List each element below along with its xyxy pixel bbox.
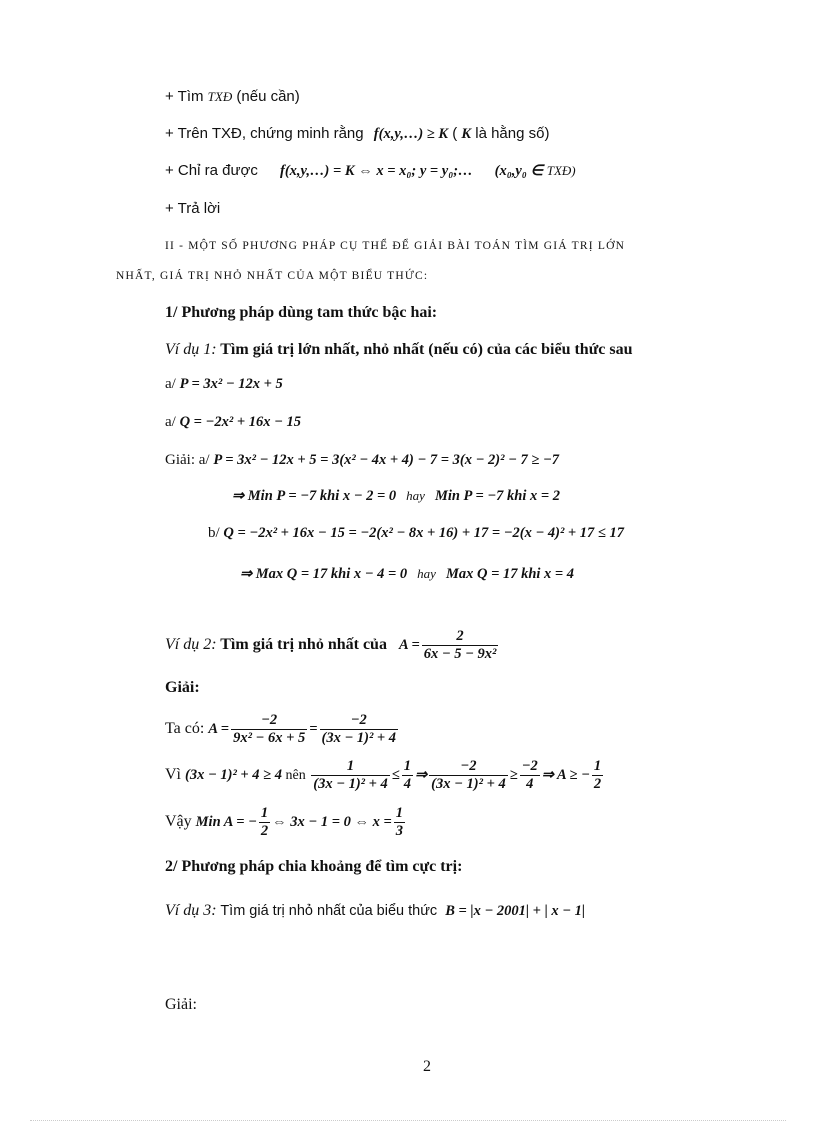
formula: (x₀,y₀ ∈ xyxy=(494,163,547,179)
numerator: −2 xyxy=(231,712,307,730)
solution-2-heading: Giải: xyxy=(165,679,200,696)
formula: ⇒ Min P = −7 khi x − 2 = 0 xyxy=(232,488,397,504)
fraction xyxy=(231,712,307,747)
text: + Chỉ ra được xyxy=(165,162,262,179)
text: Giải: a/ xyxy=(165,452,214,468)
solution-1-a-result xyxy=(232,488,560,505)
numerator: 1 xyxy=(260,805,269,821)
solution-2-step-1 xyxy=(165,712,400,747)
denominator: 4 xyxy=(403,776,412,792)
example-text: Tìm giá trị lớn nhất, nhỏ nhất (nếu có) của các biểu thức sau xyxy=(216,341,633,358)
formula: = xyxy=(309,721,318,738)
text: Vì xyxy=(165,766,185,784)
formula: ⇒ xyxy=(415,767,428,784)
text: a/ xyxy=(165,376,180,392)
denominator: (3x − 1)² + 4 xyxy=(431,776,506,792)
denominator: 2 xyxy=(260,823,269,839)
page-bottom-divider xyxy=(30,1120,786,1121)
numerator: −2 xyxy=(521,758,538,774)
formula: K xyxy=(461,126,472,142)
section-heading-line1: II - MỘT SỐ PHƯƠNG PHÁP CỤ THỂ ĐỂ GIẢI BÀI TOÁN TÌM GIÁ TRỊ LỚN xyxy=(165,240,626,252)
fraction xyxy=(259,805,270,840)
section-heading-line2: NHẤT, GIÁ TRỊ NHỎ NHẤT CỦA MỘT BIỂU THỨC: xyxy=(116,270,429,282)
fraction xyxy=(592,758,603,793)
fraction xyxy=(402,758,413,793)
example-1-a xyxy=(165,376,283,393)
formula: f(x,y,…) = K ⇔ x = x₀; y = y₀;… xyxy=(280,163,473,179)
solution-1-b-result xyxy=(240,566,574,583)
example-label: Ví dụ 3: xyxy=(165,902,217,919)
example-label: Ví dụ 2: xyxy=(165,636,217,654)
formula: Min P = −7 khi x = 2 xyxy=(434,488,561,504)
numerator: 1 xyxy=(593,758,602,774)
example-1-b xyxy=(165,414,301,431)
bullet-prove-inequality xyxy=(165,125,549,143)
formula: A = xyxy=(398,637,420,654)
text: Ta có: xyxy=(165,720,209,738)
formula: Q = −2x² + 16x − 15 xyxy=(179,414,301,430)
numerator: 1 xyxy=(395,805,403,821)
example-1 xyxy=(165,341,633,359)
subsection-heading-1: 1/ Phương pháp dùng tam thức bậc hai: xyxy=(165,304,438,321)
formula: A = xyxy=(208,721,230,738)
text: nên xyxy=(282,768,310,784)
example-text: Tìm giá trị nhỏ nhất của biểu thức xyxy=(216,903,442,919)
domain-abbr: TXĐ) xyxy=(546,163,576,178)
example-3 xyxy=(165,902,585,920)
text: hay xyxy=(406,488,425,503)
example-label: Ví dụ 1: xyxy=(165,341,217,358)
fraction xyxy=(422,628,499,663)
denominator: (3x − 1)² + 4 xyxy=(321,730,397,746)
text: b/ xyxy=(208,525,224,541)
formula: P = 3x² − 12x + 5 = 3(x² − 4x + 4) − 7 = 3(x − 2)² − 7 ≥ −7 xyxy=(213,452,559,468)
bullet-show-equality xyxy=(165,162,576,180)
denominator: (3x − 1)² + 4 xyxy=(313,776,388,792)
fraction xyxy=(394,805,405,840)
fraction xyxy=(520,758,540,793)
fraction xyxy=(429,758,508,793)
formula: Min A = − xyxy=(195,814,257,831)
solution-2-step-2 xyxy=(165,758,605,793)
text: (nếu cần) xyxy=(232,88,300,105)
formula: ≥ xyxy=(509,767,518,784)
bullet-find-domain xyxy=(165,88,300,105)
fraction xyxy=(320,712,399,747)
denominator: 2 xyxy=(593,776,602,792)
numerator: −2 xyxy=(429,758,508,776)
denominator: 9x² − 6x + 5 xyxy=(233,730,306,746)
text: + Trên TXĐ, chứng minh rằng xyxy=(165,125,368,142)
example-2 xyxy=(165,628,500,663)
subsection-heading-2: 2/ Phương pháp chia khoảng để tìm cực trị: xyxy=(165,858,463,875)
formula: ≤ xyxy=(391,767,400,784)
numerator: −2 xyxy=(320,712,399,730)
text: + Tìm xyxy=(165,88,208,105)
text: ( xyxy=(448,125,462,142)
numerator: 1 xyxy=(403,758,412,774)
denominator: 6x − 5 − 9x² xyxy=(423,646,497,662)
text: là hằng số) xyxy=(471,125,550,142)
solution-3-heading: Giải: xyxy=(165,996,197,1013)
formula: ⇒ A ≥ − xyxy=(541,767,590,784)
text: a/ xyxy=(165,414,180,430)
domain-abbr: TXĐ xyxy=(207,89,233,104)
denominator: 4 xyxy=(526,776,534,792)
formula: (3x − 1)² + 4 ≥ 4 xyxy=(185,767,283,784)
formula: Max Q = 17 khi x = 4 xyxy=(445,566,575,582)
formula: P = 3x² − 12x + 5 xyxy=(179,376,283,392)
numerator: 1 xyxy=(311,758,390,776)
text: Vậy xyxy=(165,813,196,831)
formula: f(x,y,…) ≥ K xyxy=(373,126,449,142)
formula: ⇔ 3x − 1 = 0 ⇔ x = xyxy=(272,814,392,831)
denominator: 3 xyxy=(395,823,403,839)
solution-1-b xyxy=(208,525,624,542)
formula: B = |x − 2001| + | x − 1| xyxy=(445,903,586,919)
solution-1-a xyxy=(165,452,559,469)
formula: Q = −2x² + 16x − 15 = −2(x² − 8x + 16) + 17 = −2(x − 4)² + 17 ≤ 17 xyxy=(223,525,625,541)
numerator: 2 xyxy=(422,628,499,646)
text: hay xyxy=(417,566,436,581)
solution-2-conclusion xyxy=(165,805,407,840)
fraction xyxy=(311,758,390,793)
page-number: 2 xyxy=(423,1058,431,1075)
bullet-answer: + Trả lời xyxy=(165,200,221,217)
example-text: Tìm giá trị nhỏ nhất của xyxy=(216,636,391,654)
formula: ⇒ Max Q = 17 khi x − 4 = 0 xyxy=(240,566,408,582)
